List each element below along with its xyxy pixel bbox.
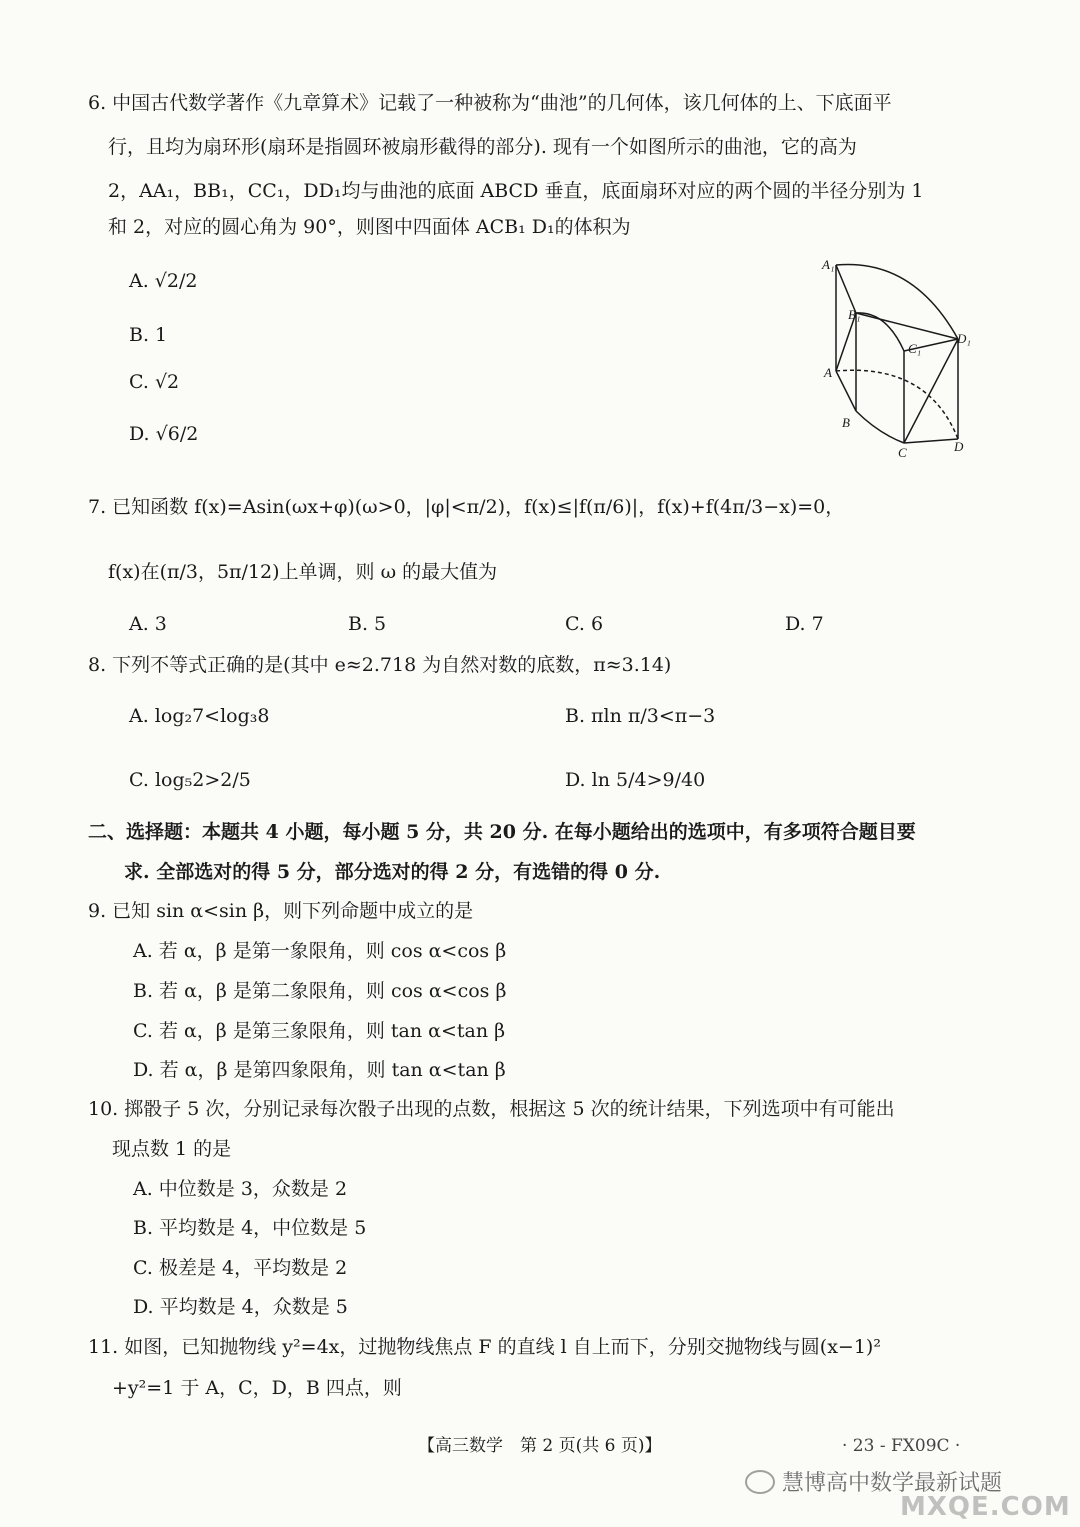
q7-line-2: f(x)在(π/3，5π/12)上单调，则 ω 的最大值为 <box>108 561 498 583</box>
q9-option-b: B. 若 α，β 是第二象限角，则 cos α<cos β <box>133 980 507 1002</box>
q11-line-1: 11. 如图，已知抛物线 y²=4x，过抛物线焦点 F 的直线 l 自上而下，分别交抛物线与圆(x−1)² <box>88 1336 881 1358</box>
label-c: C <box>898 445 907 460</box>
watermark-text: 慧博高中数学最新试题 <box>782 1471 1003 1496</box>
q9-option-a: A. 若 α，β 是第一象限角，则 cos α<cos β <box>133 940 507 962</box>
label-b1: B₁ <box>848 307 861 322</box>
q6-option-c: C. √2 <box>129 371 180 393</box>
q9-option-d: D. 若 α，β 是第四象限角，则 tan α<tan β <box>133 1059 506 1081</box>
section-2-heading-line-2: 求. 全部选对的得 5 分，部分选对的得 2 分，有选错的得 0 分. <box>124 861 661 883</box>
label-a1: A₁ <box>822 257 835 272</box>
q6-option-a: A. √2/2 <box>129 270 198 292</box>
wechat-icon <box>745 1470 775 1494</box>
q10-option-a: A. 中位数是 3，众数是 2 <box>133 1178 348 1200</box>
q10-option-d: D. 平均数是 4，众数是 5 <box>133 1296 348 1318</box>
curved-pool-figure <box>818 253 988 463</box>
q7-option-c: C. 6 <box>565 613 604 635</box>
q6-option-b: B. 1 <box>129 324 168 346</box>
q6-line-3: 2，AA₁，BB₁，CC₁，DD₁均与曲池的底面 ABCD 垂直，底面扇环对应的两个圆的半径分别为 1 <box>108 180 924 202</box>
q9-line-1: 9. 已知 sin α<sin β，则下列命题中成立的是 <box>88 900 474 922</box>
page-footer: 【高三数学 第 2 页(共 6 页)】 <box>418 1436 662 1456</box>
label-c1: C₁ <box>908 341 922 356</box>
q7-option-a: A. 3 <box>129 613 167 635</box>
label-d: D <box>954 439 964 454</box>
q10-line-1: 10. 掷骰子 5 次，分别记录每次骰子出现的点数，根据这 5 次的统计结果，下列选项中有可能出 <box>88 1098 895 1120</box>
label-d1: D₁ <box>957 331 971 346</box>
q7-line-1: 7. 已知函数 f(x)=Asin(ωx+φ)(ω>0，|φ|<π/2)，f(x)≤|f(π/6)|，f(x)+f(4π/3−x)=0， <box>88 496 845 518</box>
q10-option-c: C. 极差是 4，平均数是 2 <box>133 1257 348 1279</box>
q6-line-2: 行，且均为扇环形(扇环是指圆环被扇形截得的部分). 现有一个如图所示的曲池，它的高为 <box>108 136 857 158</box>
q9-option-c: C. 若 α，β 是第三象限角，则 tan α<tan β <box>133 1020 506 1042</box>
q6-line-1: 6. 中国古代数学著作《九章算术》记载了一种被称为“曲池”的几何体，该几何体的上、下底面平 <box>88 92 892 114</box>
q10-option-b: B. 平均数是 4，中位数是 5 <box>133 1217 367 1239</box>
section-2-heading-line-1: 二、选择题：本题共 4 小题，每小题 5 分，共 20 分. 在每小题给出的选项中，有多项符合题目要 <box>88 821 916 843</box>
q7-option-b: B. 5 <box>348 613 387 635</box>
q8-line-1: 8. 下列不等式正确的是(其中 e≈2.718 为自然对数的底数，π≈3.14) <box>88 654 672 676</box>
watermark-site: MXQE.COM <box>900 1492 1071 1522</box>
q8-option-c: C. log₅2>2/5 <box>129 769 251 791</box>
q6-option-d: D. √6/2 <box>129 423 199 445</box>
q8-option-b: B. πln π/3<π−3 <box>565 705 716 727</box>
footer-code: · 23 - FX09C · <box>842 1436 961 1456</box>
q8-option-a: A. log₂7<log₃8 <box>129 705 270 727</box>
label-a: A <box>824 365 832 380</box>
q8-option-d: D. ln 5/4>9/40 <box>565 769 706 791</box>
label-b: B <box>842 415 850 430</box>
q10-line-2: 现点数 1 的是 <box>112 1138 232 1160</box>
q11-line-2: +y²=1 于 A，C，D，B 四点，则 <box>112 1377 402 1399</box>
q6-line-4: 和 2，对应的圆心角为 90°，则图中四面体 ACB₁ D₁的体积为 <box>108 216 631 238</box>
q7-option-d: D. 7 <box>785 613 824 635</box>
